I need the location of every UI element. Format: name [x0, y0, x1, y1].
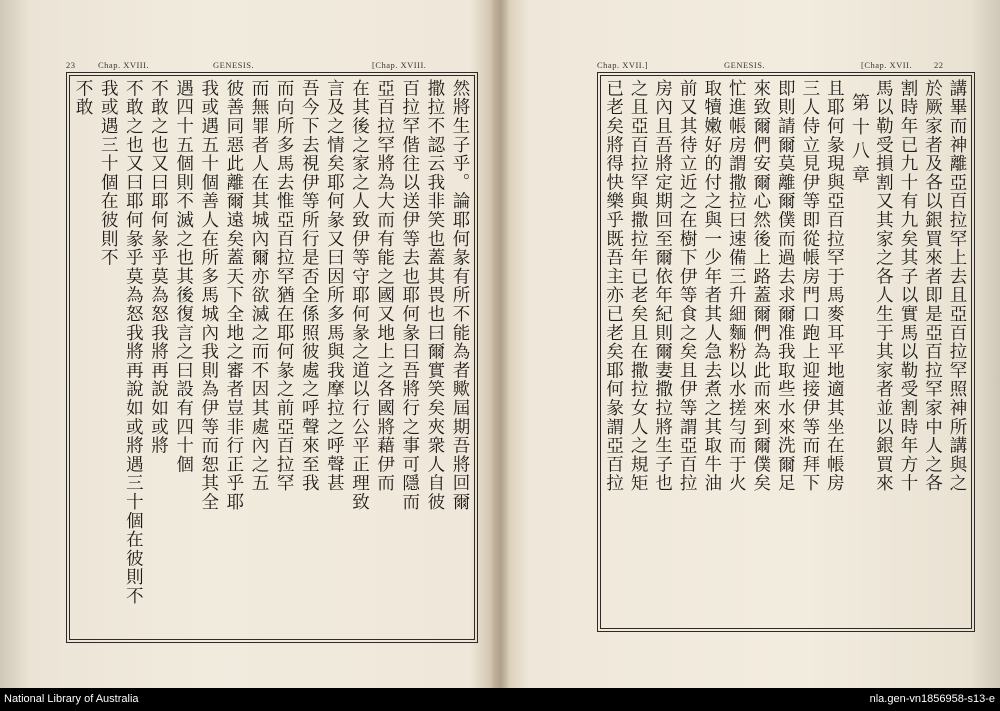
left-text-column: 百拉罕偕往以送伊等去也耶何彖曰吾將行之事可隱而	[399, 79, 420, 512]
right-text-column: 三人侍立見伊等即從帳房門口跑上迎接伊等而拜下	[799, 79, 820, 493]
left-page	[0, 0, 494, 688]
right-text-column: 忙進帳房謂撒拉曰速備三升細麵粉以水搓勻而于火	[726, 79, 747, 493]
right-text-column: 即則請爾莫離爾僕而過去求爾准我取些水來洗爾足	[775, 79, 796, 493]
left-text-columns	[71, 79, 473, 636]
left-text-column: 不敢之也又曰耶何彖乎莫為怒我將再說如或將遇三十個在彼則不	[123, 79, 144, 606]
right-text-column: 之且亞百拉罕與撒拉年已老矣且在撒拉女人之規矩	[628, 79, 649, 493]
left-text-column: 而無罪者人在其城內爾亦欲滅之而不因其處內之五	[249, 79, 269, 493]
right-text-column: 房內且吾將定期回至爾依年紀則爾妻撒拉將生子也	[652, 79, 673, 493]
right-running-head-chapter-right: [Chap. XVII.	[861, 60, 913, 70]
left-text-column: 遇四十五個則不滅之也其後復言之曰設有四十個	[173, 79, 194, 474]
left-text-column: 我或遇五十個善人在所多馬城內我則為伊等而恕其全	[198, 79, 219, 512]
footer-library-name: National Library of Australia	[4, 693, 139, 705]
left-running-head-title: GENESIS.	[213, 60, 255, 70]
left-text-column: 然將生子乎。論耶何彖有所不能為者歟屆期吾將回爾	[450, 79, 470, 512]
right-text-column: 來致爾們安爾心然後上路蓋爾們為此而來到爾僕矣	[750, 79, 771, 493]
left-page-number: 23	[66, 60, 76, 70]
footer-bar	[0, 688, 1000, 711]
left-text-column: 不敢之也又曰耶何彖乎莫為怒我將再說如或將	[148, 79, 169, 455]
right-text-column: 第十八章	[848, 93, 870, 189]
left-running-head-chapter: Chap. XVIII.	[98, 60, 150, 70]
right-running-head-chapter: Chap. XVII.]	[597, 60, 649, 70]
right-text-column: 前又其待立近之在樹下伊等食之矣且伊等謂亞百拉	[677, 79, 698, 493]
right-page	[506, 0, 1000, 688]
left-text-column: 我或遇三十個在彼則不	[98, 79, 119, 267]
right-text-frame	[597, 72, 975, 632]
right-running-head-title: GENESIS.	[724, 60, 766, 70]
right-text-column: 取犢嫩好的付之與一少年者其人急去煮之其取牛油	[701, 79, 722, 493]
right-text-column: 講畢而神離亞百拉罕上去且亞百拉罕照神所講與之	[947, 79, 967, 493]
book-gutter	[490, 0, 510, 688]
right-page-number: 22	[934, 60, 944, 70]
left-text-column: 而向所多馬去惟亞百拉罕猶在耶何彖之前亞百拉罕	[274, 79, 295, 493]
left-running-head-chapter-right: [Chap. XVIII.	[372, 60, 427, 70]
left-text-column: 不敢	[73, 79, 94, 117]
right-text-column: 已老矣將得快樂乎既吾主亦已老矣耶何彖謂亞百拉	[603, 79, 624, 493]
right-text-column: 馬以勒受損割又其家之各人生于其家者並以銀買來	[873, 79, 894, 493]
right-text-column: 於厥家者及各以銀買來者即是亞百拉罕家中人之各	[922, 79, 943, 493]
right-text-column: 割時年已九十有九矣其子以實馬以勒受割時年方十	[897, 79, 918, 493]
right-text-columns	[602, 79, 970, 625]
left-text-column: 言及之情矣耶何彖又曰因所多馬與我摩拉之呼聲甚	[324, 79, 345, 493]
left-text-column: 在其後之家之人致伊等守耶何彖之道以行公平正理致	[349, 79, 370, 512]
left-text-column: 亞百拉罕將為大而有能之國又地上之各國將藉伊而	[374, 79, 395, 493]
right-text-column: 且耶何彖現與亞百拉罕于馬麥耳平地適其坐在帳房	[824, 79, 845, 493]
footer-identifier: nla.gen-vn1856958-s13-e	[869, 693, 995, 705]
left-text-column: 吾今下去視伊等所行是否全係照彼處之呼聲來至我	[299, 79, 320, 493]
left-text-frame	[66, 72, 478, 643]
left-text-column: 彼善同惡此離爾遠矣蓋天下全地之審者豈非行正乎耶	[223, 79, 244, 512]
left-text-column: 撒拉不認云我非笑也蓋其畏也曰爾實笑矣夾衆人自彼	[424, 79, 445, 512]
